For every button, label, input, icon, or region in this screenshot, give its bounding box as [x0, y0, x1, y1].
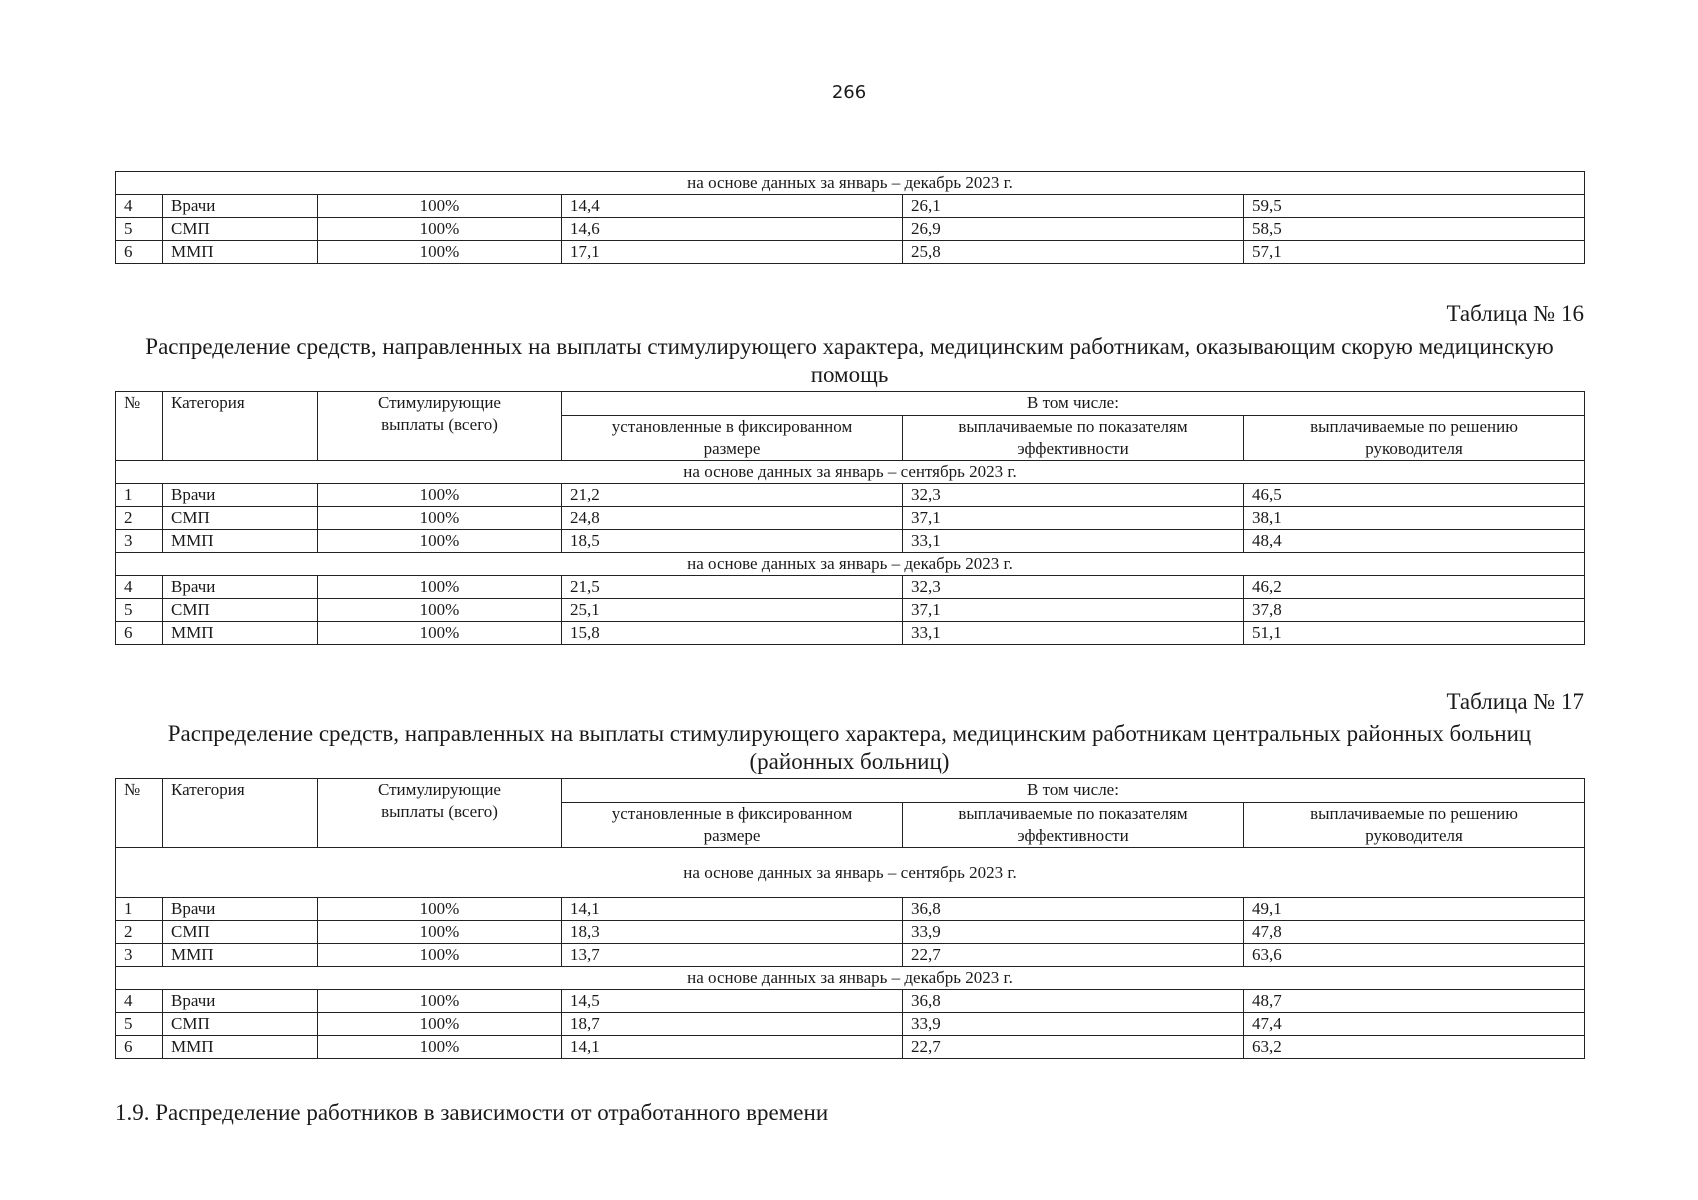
table-row [116, 1036, 1585, 1059]
row-director: 57,1 [1244, 241, 1585, 264]
table-row [116, 622, 1585, 645]
header-stimulus: Стимулирующие выплаты (всего) [318, 779, 562, 848]
table-row [116, 507, 1585, 530]
header-category: Категория [163, 392, 318, 461]
row-director: 48,4 [1244, 530, 1585, 553]
row-fixed: 14,6 [562, 218, 903, 241]
table-row [116, 484, 1585, 507]
row-number: 4 [116, 195, 163, 218]
row-director: 46,5 [1244, 484, 1585, 507]
row-category: СМП [163, 599, 318, 622]
row-fixed: 21,5 [562, 576, 903, 599]
row-fixed: 18,7 [562, 1013, 903, 1036]
row-number: 5 [116, 218, 163, 241]
row-fixed: 17,1 [562, 241, 903, 264]
row-stimulus-total: 100% [318, 530, 562, 553]
header-stimulus: Стимулирующие выплаты (всего) [318, 392, 562, 461]
row-performance: 26,1 [903, 195, 1244, 218]
row-category: Врачи [163, 195, 318, 218]
row-performance: 36,8 [903, 898, 1244, 921]
row-number: 1 [116, 898, 163, 921]
row-performance: 37,1 [903, 599, 1244, 622]
table-17-title: Распределение средств, направленных на выплаты стимулирующего характера, медицинским работникам центральных районных больниц (районных больниц) [167, 721, 1532, 774]
table-row [116, 990, 1585, 1013]
header-num: № [116, 392, 163, 461]
row-performance: 22,7 [903, 944, 1244, 967]
row-stimulus-total: 100% [318, 1013, 562, 1036]
row-fixed: 21,2 [562, 484, 903, 507]
row-category: СМП [163, 1013, 318, 1036]
row-fixed: 25,1 [562, 599, 903, 622]
row-director: 48,7 [1244, 990, 1585, 1013]
row-number: 5 [116, 599, 163, 622]
row-fixed: 24,8 [562, 507, 903, 530]
row-number: 5 [116, 1013, 163, 1036]
row-performance: 26,9 [903, 218, 1244, 241]
header-including: В том числе: [562, 392, 1585, 416]
table-row [116, 530, 1585, 553]
header-performance: выплачиваемые по показателям эффективности [903, 803, 1244, 848]
row-category: СМП [163, 921, 318, 944]
row-number: 3 [116, 530, 163, 553]
row-category: ММП [163, 1036, 318, 1059]
row-director: 63,2 [1244, 1036, 1585, 1059]
header-fixed: установленные в фиксированном размере [562, 803, 903, 848]
row-fixed: 18,3 [562, 921, 903, 944]
row-director: 58,5 [1244, 218, 1585, 241]
row-category: ММП [163, 530, 318, 553]
row-director: 47,8 [1244, 921, 1585, 944]
row-number: 4 [116, 576, 163, 599]
row-stimulus-total: 100% [318, 218, 562, 241]
row-stimulus-total: 100% [318, 944, 562, 967]
header-category: Категория [163, 779, 318, 848]
header-num: № [116, 779, 163, 848]
row-performance: 33,1 [903, 622, 1244, 645]
row-director: 38,1 [1244, 507, 1585, 530]
row-stimulus-total: 100% [318, 241, 562, 264]
table-17 [115, 778, 1585, 1059]
header-fixed: установленные в фиксированном размере [562, 416, 903, 461]
row-stimulus-total: 100% [318, 599, 562, 622]
row-fixed: 14,1 [562, 898, 903, 921]
table-17-label: Таблица № 17 [1446, 689, 1584, 714]
section-heading: 1.9. Распределение работников в зависимости от отработанного времени [115, 1100, 829, 1125]
row-number: 1 [116, 484, 163, 507]
row-category: СМП [163, 218, 318, 241]
row-category: СМП [163, 507, 318, 530]
row-number: 4 [116, 990, 163, 1013]
table-16 [115, 391, 1585, 645]
row-fixed: 15,8 [562, 622, 903, 645]
row-category: ММП [163, 944, 318, 967]
row-performance: 32,3 [903, 576, 1244, 599]
row-stimulus-total: 100% [318, 484, 562, 507]
row-number: 2 [116, 507, 163, 530]
row-stimulus-total: 100% [318, 898, 562, 921]
header-director: выплачиваемые по решению руководителя [1244, 803, 1585, 848]
table-row [116, 241, 1585, 264]
group-label: на основе данных за январь – декабрь 2023 г. [116, 553, 1585, 576]
table-row [116, 1013, 1585, 1036]
row-category: Врачи [163, 576, 318, 599]
row-performance: 33,9 [903, 1013, 1244, 1036]
row-number: 2 [116, 921, 163, 944]
header-row [116, 392, 1585, 416]
row-director: 37,8 [1244, 599, 1585, 622]
row-category: ММП [163, 622, 318, 645]
row-performance: 36,8 [903, 990, 1244, 1013]
row-director: 47,4 [1244, 1013, 1585, 1036]
row-number: 6 [116, 241, 163, 264]
row-category: Врачи [163, 990, 318, 1013]
row-number: 6 [116, 622, 163, 645]
row-fixed: 18,5 [562, 530, 903, 553]
row-director: 51,1 [1244, 622, 1585, 645]
row-stimulus-total: 100% [318, 576, 562, 599]
row-fixed: 14,4 [562, 195, 903, 218]
row-stimulus-total: 100% [318, 622, 562, 645]
header-row [116, 779, 1585, 803]
row-fixed: 13,7 [562, 944, 903, 967]
row-performance: 37,1 [903, 507, 1244, 530]
table-16-title: Распределение средств, направленных на выплаты стимулирующего характера, медицинским работникам, оказывающим скорую медицинскую помощь [145, 334, 1554, 387]
row-number: 6 [116, 1036, 163, 1059]
group-label: на основе данных за январь – декабрь 2023 г. [116, 172, 1585, 195]
group-label: на основе данных за январь – декабрь 2023 г. [116, 967, 1585, 990]
row-performance: 33,1 [903, 530, 1244, 553]
group-label: на основе данных за январь – сентябрь 2023 г. [116, 461, 1585, 484]
table-row [116, 218, 1585, 241]
table-row [116, 944, 1585, 967]
row-stimulus-total: 100% [318, 195, 562, 218]
group-row [116, 172, 1585, 195]
table-row [116, 898, 1585, 921]
table-16-label: Таблица № 16 [1446, 301, 1584, 326]
group-label: на основе данных за январь – сентябрь 2023 г. [116, 848, 1585, 898]
row-stimulus-total: 100% [318, 1036, 562, 1059]
row-stimulus-total: 100% [318, 921, 562, 944]
row-director: 59,5 [1244, 195, 1585, 218]
row-director: 49,1 [1244, 898, 1585, 921]
row-stimulus-total: 100% [318, 990, 562, 1013]
row-fixed: 14,5 [562, 990, 903, 1013]
group-row [116, 553, 1585, 576]
row-director: 63,6 [1244, 944, 1585, 967]
table-row [116, 921, 1585, 944]
row-performance: 32,3 [903, 484, 1244, 507]
row-category: Врачи [163, 898, 318, 921]
row-category: ММП [163, 241, 318, 264]
row-stimulus-total: 100% [318, 507, 562, 530]
header-director: выплачиваемые по решению руководителя [1244, 416, 1585, 461]
page-number: 266 [831, 82, 867, 103]
row-director: 46,2 [1244, 576, 1585, 599]
row-performance: 25,8 [903, 241, 1244, 264]
row-number: 3 [116, 944, 163, 967]
row-performance: 22,7 [903, 1036, 1244, 1059]
header-including: В том числе: [562, 779, 1585, 803]
row-performance: 33,9 [903, 921, 1244, 944]
group-row [116, 967, 1585, 990]
row-category: Врачи [163, 484, 318, 507]
header-performance: выплачиваемые по показателям эффективности [903, 416, 1244, 461]
continuation-table [115, 171, 1585, 264]
group-row [116, 848, 1585, 898]
table-row [116, 195, 1585, 218]
row-fixed: 14,1 [562, 1036, 903, 1059]
group-row [116, 461, 1585, 484]
table-row [116, 599, 1585, 622]
table-row [116, 576, 1585, 599]
